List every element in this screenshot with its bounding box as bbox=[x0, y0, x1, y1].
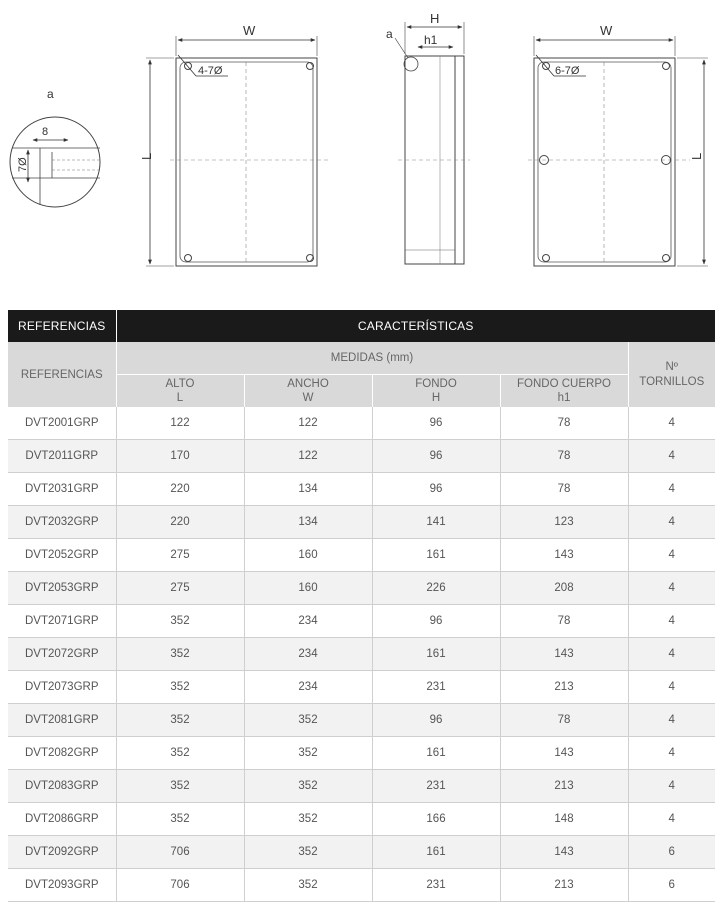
table-row bbox=[8, 605, 715, 638]
table-row bbox=[8, 803, 715, 836]
cell-fondo-cuerpo: 148 bbox=[500, 803, 628, 836]
column-header-fondo-cuerpo bbox=[500, 375, 628, 408]
table-row bbox=[8, 539, 715, 572]
cell-referencia: DVT2071GRP bbox=[8, 605, 116, 638]
table-body bbox=[8, 407, 715, 902]
cell-tornillos: 4 bbox=[628, 803, 715, 836]
cell-ancho: 352 bbox=[244, 737, 372, 770]
cell-tornillos: 4 bbox=[628, 539, 715, 572]
cell-fondo: 231 bbox=[372, 671, 500, 704]
cell-ancho: 122 bbox=[244, 440, 372, 473]
cell-alto: 275 bbox=[116, 539, 244, 572]
header-referencias: REFERENCIAS bbox=[8, 310, 116, 342]
cell-ancho: 160 bbox=[244, 539, 372, 572]
cell-alto: 352 bbox=[116, 605, 244, 638]
header-row-dark bbox=[8, 310, 715, 342]
cell-referencia: DVT2081GRP bbox=[8, 704, 116, 737]
cell-fondo: 231 bbox=[372, 770, 500, 803]
cell-fondo: 161 bbox=[372, 539, 500, 572]
cell-fondo-cuerpo: 213 bbox=[500, 869, 628, 902]
tornillos-line-1: Nº bbox=[665, 360, 679, 373]
cell-alto: 352 bbox=[116, 638, 244, 671]
cell-fondo: 141 bbox=[372, 506, 500, 539]
cell-referencia: DVT2072GRP bbox=[8, 638, 116, 671]
cell-tornillos: 4 bbox=[628, 407, 715, 440]
table-row bbox=[8, 869, 715, 902]
cell-alto: 352 bbox=[116, 803, 244, 836]
tornillos-line-2: TORNILLOS bbox=[639, 375, 705, 388]
cell-fondo-cuerpo: 213 bbox=[500, 671, 628, 704]
column-name: ANCHO bbox=[287, 378, 329, 390]
table-row bbox=[8, 836, 715, 869]
cell-tornillos: 4 bbox=[628, 605, 715, 638]
cell-tornillos: 4 bbox=[628, 572, 715, 605]
detail-label: a bbox=[47, 87, 54, 101]
cell-ancho: 352 bbox=[244, 803, 372, 836]
cell-referencia: DVT2001GRP bbox=[8, 407, 116, 440]
cell-ancho: 352 bbox=[244, 770, 372, 803]
cell-referencia: DVT2082GRP bbox=[8, 737, 116, 770]
cell-fondo-cuerpo: 143 bbox=[500, 638, 628, 671]
column-name: ALTO bbox=[165, 378, 195, 390]
cell-referencia: DVT2083GRP bbox=[8, 770, 116, 803]
cell-alto: 275 bbox=[116, 572, 244, 605]
table-row bbox=[8, 704, 715, 737]
cell-referencia: DVT2011GRP bbox=[8, 440, 116, 473]
cell-tornillos: 4 bbox=[628, 638, 715, 671]
table-row bbox=[8, 671, 715, 704]
cell-tornillos: 4 bbox=[628, 704, 715, 737]
cell-alto: 352 bbox=[116, 704, 244, 737]
cell-ancho: 134 bbox=[244, 473, 372, 506]
cell-tornillos: 6 bbox=[628, 836, 715, 869]
table-row bbox=[8, 737, 715, 770]
column-header-fondo bbox=[372, 375, 500, 408]
cell-fondo-cuerpo: 208 bbox=[500, 572, 628, 605]
cell-fondo-cuerpo: 213 bbox=[500, 770, 628, 803]
cell-alto: 122 bbox=[116, 407, 244, 440]
header-caracteristicas: CARACTERÍSTICAS bbox=[116, 310, 715, 342]
cell-tornillos: 4 bbox=[628, 671, 715, 704]
cell-fondo-cuerpo: 143 bbox=[500, 737, 628, 770]
front-dim-length: L bbox=[139, 152, 154, 160]
cell-referencia: DVT2092GRP bbox=[8, 836, 116, 869]
technical-drawings bbox=[0, 0, 722, 300]
cell-fondo-cuerpo: 78 bbox=[500, 407, 628, 440]
column-name: FONDO CUERPO bbox=[517, 378, 611, 390]
column-header-ancho bbox=[244, 375, 372, 408]
column-header-alto bbox=[116, 375, 244, 408]
cell-fondo-cuerpo: 78 bbox=[500, 704, 628, 737]
cell-referencia: DVT2053GRP bbox=[8, 572, 116, 605]
cell-referencia: DVT2073GRP bbox=[8, 671, 116, 704]
cell-ancho: 122 bbox=[244, 407, 372, 440]
front-dim-width: W bbox=[243, 23, 256, 38]
back-holes: 6-7Ø bbox=[555, 65, 580, 77]
cell-ancho: 234 bbox=[244, 605, 372, 638]
cell-alto: 352 bbox=[116, 671, 244, 704]
cell-tornillos: 4 bbox=[628, 506, 715, 539]
cell-alto: 706 bbox=[116, 869, 244, 902]
cell-fondo-cuerpo: 143 bbox=[500, 539, 628, 572]
cell-fondo-cuerpo: 78 bbox=[500, 605, 628, 638]
cell-referencia: DVT2032GRP bbox=[8, 506, 116, 539]
side-detail-marker: a bbox=[386, 27, 393, 41]
subheader-medidas: MEDIDAS (mm) bbox=[116, 342, 628, 375]
side-view bbox=[386, 11, 470, 264]
cell-fondo: 161 bbox=[372, 836, 500, 869]
cell-fondo: 96 bbox=[372, 407, 500, 440]
cell-referencia: DVT2086GRP bbox=[8, 803, 116, 836]
cell-alto: 170 bbox=[116, 440, 244, 473]
cell-fondo: 161 bbox=[372, 737, 500, 770]
cell-referencia: DVT2093GRP bbox=[8, 869, 116, 902]
front-holes: 4-7Ø bbox=[198, 65, 223, 77]
detail-view bbox=[10, 87, 100, 207]
cell-fondo-cuerpo: 143 bbox=[500, 836, 628, 869]
cell-fondo: 231 bbox=[372, 869, 500, 902]
column-symbol: h1 bbox=[557, 392, 571, 404]
column-symbol: W bbox=[302, 392, 314, 404]
cell-tornillos: 4 bbox=[628, 473, 715, 506]
cell-fondo: 166 bbox=[372, 803, 500, 836]
cell-fondo: 96 bbox=[372, 605, 500, 638]
specifications-table bbox=[8, 310, 715, 902]
cell-alto: 352 bbox=[116, 770, 244, 803]
detail-dim-width: 8 bbox=[42, 126, 49, 138]
cell-tornillos: 6 bbox=[628, 869, 715, 902]
cell-alto: 220 bbox=[116, 506, 244, 539]
column-name: FONDO bbox=[415, 378, 457, 390]
cell-fondo: 226 bbox=[372, 572, 500, 605]
table-row bbox=[8, 638, 715, 671]
cell-ancho: 352 bbox=[244, 704, 372, 737]
cell-fondo: 96 bbox=[372, 704, 500, 737]
column-symbol: L bbox=[176, 392, 184, 404]
cell-ancho: 234 bbox=[244, 638, 372, 671]
table-row bbox=[8, 407, 715, 440]
cell-fondo-cuerpo: 123 bbox=[500, 506, 628, 539]
side-dim-body: h1 bbox=[424, 33, 438, 47]
cell-tornillos: 4 bbox=[628, 440, 715, 473]
front-view bbox=[139, 23, 330, 266]
back-view bbox=[528, 23, 708, 266]
cell-fondo: 96 bbox=[372, 473, 500, 506]
table-row bbox=[8, 770, 715, 803]
subheader-tornillos bbox=[628, 342, 715, 407]
cell-ancho: 234 bbox=[244, 671, 372, 704]
table-row bbox=[8, 473, 715, 506]
cell-alto: 352 bbox=[116, 737, 244, 770]
back-dim-length: L bbox=[689, 152, 704, 160]
header-row-grey bbox=[8, 342, 715, 375]
cell-ancho: 160 bbox=[244, 572, 372, 605]
cell-fondo-cuerpo: 78 bbox=[500, 473, 628, 506]
cell-fondo: 161 bbox=[372, 638, 500, 671]
cell-ancho: 134 bbox=[244, 506, 372, 539]
side-dim-depth: H bbox=[430, 11, 440, 26]
cell-alto: 220 bbox=[116, 473, 244, 506]
cell-ancho: 352 bbox=[244, 869, 372, 902]
cell-tornillos: 4 bbox=[628, 737, 715, 770]
cell-ancho: 352 bbox=[244, 836, 372, 869]
cell-referencia: DVT2052GRP bbox=[8, 539, 116, 572]
subheader-referencias: REFERENCIAS bbox=[8, 342, 116, 407]
cell-tornillos: 4 bbox=[628, 770, 715, 803]
detail-dim-dia: 7Ø bbox=[17, 157, 29, 172]
table-row bbox=[8, 572, 715, 605]
cell-fondo: 96 bbox=[372, 440, 500, 473]
cell-alto: 706 bbox=[116, 836, 244, 869]
table-row bbox=[8, 506, 715, 539]
cell-fondo-cuerpo: 78 bbox=[500, 440, 628, 473]
table-row bbox=[8, 440, 715, 473]
column-symbol: H bbox=[431, 392, 441, 404]
back-dim-width: W bbox=[600, 23, 613, 38]
cell-referencia: DVT2031GRP bbox=[8, 473, 116, 506]
